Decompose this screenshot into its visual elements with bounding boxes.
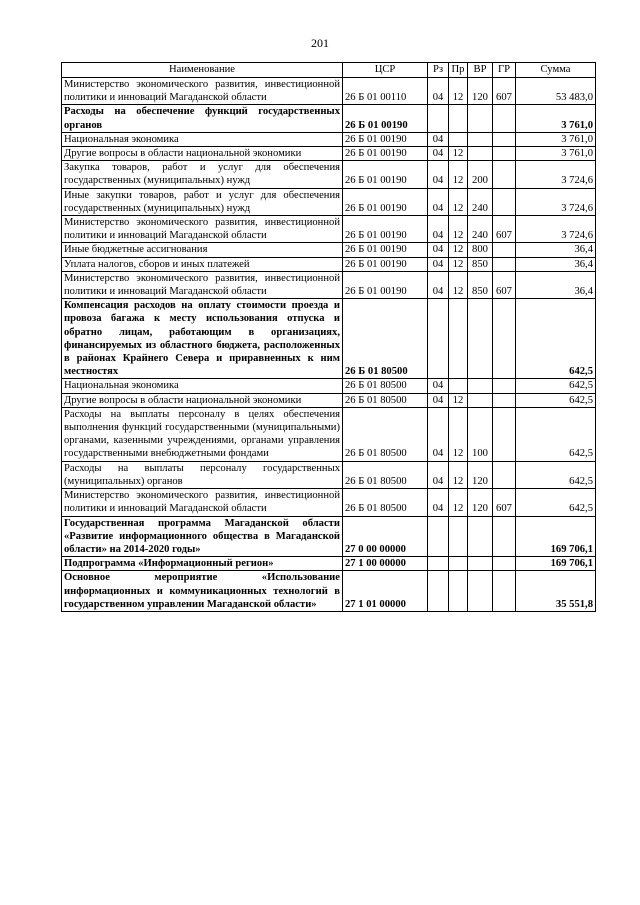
table-row xyxy=(62,216,596,243)
cell-sum: 642,5 xyxy=(516,299,596,379)
cell-vr xyxy=(468,379,493,393)
cell-name: Другие вопросы в области национальной экономики xyxy=(62,147,343,161)
cell-sum: 642,5 xyxy=(516,489,596,516)
cell-gr xyxy=(493,393,516,407)
cell-vr: 850 xyxy=(468,271,493,298)
cell-sum: 36,4 xyxy=(516,243,596,257)
cell-pr xyxy=(449,379,468,393)
cell-sum: 3 761,0 xyxy=(516,105,596,132)
cell-csr: 26 Б 01 80500 xyxy=(343,393,428,407)
cell-vr: 200 xyxy=(468,161,493,188)
cell-pr: 12 xyxy=(449,78,468,105)
cell-vr: 800 xyxy=(468,243,493,257)
cell-csr: 26 Б 01 80500 xyxy=(343,379,428,393)
cell-pr xyxy=(449,571,468,612)
cell-pr: 12 xyxy=(449,489,468,516)
cell-rz: 04 xyxy=(428,489,449,516)
cell-sum: 642,5 xyxy=(516,461,596,488)
cell-pr xyxy=(449,557,468,571)
cell-csr: 27 1 00 00000 xyxy=(343,557,428,571)
cell-rz: 04 xyxy=(428,161,449,188)
cell-name: Основное мероприятие «Использование информационных и коммуникационных технологий в государственном управлении Магаданской области» xyxy=(62,571,343,612)
cell-name: Уплата налогов, сборов и иных платежей xyxy=(62,257,343,271)
cell-pr xyxy=(449,105,468,132)
cell-rz: 04 xyxy=(428,132,449,146)
cell-pr: 12 xyxy=(449,243,468,257)
budget-table xyxy=(61,62,596,612)
cell-vr: 240 xyxy=(468,188,493,215)
cell-gr xyxy=(493,571,516,612)
cell-csr: 26 Б 01 00190 xyxy=(343,188,428,215)
cell-pr: 12 xyxy=(449,271,468,298)
cell-rz xyxy=(428,299,449,379)
cell-pr: 12 xyxy=(449,407,468,461)
cell-csr: 26 Б 01 00190 xyxy=(343,132,428,146)
cell-rz: 04 xyxy=(428,78,449,105)
cell-vr xyxy=(468,557,493,571)
cell-name: Закупка товаров, работ и услуг для обеспечения государственных (муниципальных) нужд xyxy=(62,161,343,188)
cell-csr: 26 Б 01 00190 xyxy=(343,105,428,132)
cell-csr: 26 Б 01 00110 xyxy=(343,78,428,105)
cell-gr: 607 xyxy=(493,78,516,105)
cell-pr xyxy=(449,299,468,379)
cell-vr: 120 xyxy=(468,489,493,516)
cell-rz: 04 xyxy=(428,216,449,243)
table-row xyxy=(62,271,596,298)
cell-csr: 26 Б 01 00190 xyxy=(343,216,428,243)
cell-csr: 26 Б 01 00190 xyxy=(343,243,428,257)
cell-name: Другие вопросы в области национальной экономики xyxy=(62,393,343,407)
cell-pr xyxy=(449,516,468,557)
cell-gr xyxy=(493,161,516,188)
cell-gr: 607 xyxy=(493,216,516,243)
cell-csr: 26 Б 01 00190 xyxy=(343,147,428,161)
header-gr: ГР xyxy=(493,63,516,78)
cell-vr: 100 xyxy=(468,407,493,461)
table-row xyxy=(62,243,596,257)
header-name: Наименование xyxy=(62,63,343,78)
header-csr: ЦСР xyxy=(343,63,428,78)
cell-sum: 642,5 xyxy=(516,407,596,461)
cell-name: Подпрограмма «Информационный регион» xyxy=(62,557,343,571)
table-row xyxy=(62,393,596,407)
cell-sum: 36,4 xyxy=(516,257,596,271)
cell-sum: 3 724,6 xyxy=(516,161,596,188)
table-row xyxy=(62,571,596,612)
table-row xyxy=(62,379,596,393)
cell-pr: 12 xyxy=(449,257,468,271)
cell-name: Компенсация расходов на оплату стоимости проезда и провоза багажа к месту использования отпуска и обратно лицам, работающим в организациях, финансируемых из областного бюджета, расположенных в районах Крайнего Севера и приравненных к ним местностях xyxy=(62,299,343,379)
cell-name: Расходы на выплаты персоналу в целях обеспечения выполнения функций государственными (муниципальными) органами, казенными учреждениями, органами управления государственными внебюджетными фондами xyxy=(62,407,343,461)
table-body xyxy=(62,78,596,612)
page-number: 201 xyxy=(311,36,329,50)
cell-pr: 12 xyxy=(449,161,468,188)
cell-gr xyxy=(493,105,516,132)
cell-gr xyxy=(493,299,516,379)
table-row xyxy=(62,188,596,215)
cell-csr: 26 Б 01 80500 xyxy=(343,461,428,488)
cell-name: Национальная экономика xyxy=(62,379,343,393)
cell-rz: 04 xyxy=(428,147,449,161)
cell-sum: 169 706,1 xyxy=(516,516,596,557)
cell-vr: 120 xyxy=(468,461,493,488)
table-row xyxy=(62,147,596,161)
cell-vr xyxy=(468,132,493,146)
cell-rz xyxy=(428,516,449,557)
cell-name: Иные бюджетные ассигнования xyxy=(62,243,343,257)
cell-gr xyxy=(493,557,516,571)
cell-sum: 3 761,0 xyxy=(516,147,596,161)
cell-sum: 3 724,6 xyxy=(516,216,596,243)
cell-gr xyxy=(493,147,516,161)
cell-csr: 26 Б 01 80500 xyxy=(343,407,428,461)
cell-csr: 26 Б 01 00190 xyxy=(343,257,428,271)
cell-vr xyxy=(468,299,493,379)
cell-name: Расходы на обеспечение функций государственных органов xyxy=(62,105,343,132)
cell-vr xyxy=(468,516,493,557)
header-sum: Сумма xyxy=(516,63,596,78)
cell-gr: 607 xyxy=(493,489,516,516)
cell-pr: 12 xyxy=(449,188,468,215)
cell-rz xyxy=(428,105,449,132)
table-row xyxy=(62,132,596,146)
cell-vr: 240 xyxy=(468,216,493,243)
cell-vr xyxy=(468,147,493,161)
cell-name: Иные закупки товаров, работ и услуг для обеспечения государственных (муниципальных) нужд xyxy=(62,188,343,215)
cell-gr xyxy=(493,407,516,461)
cell-csr: 27 1 01 00000 xyxy=(343,571,428,612)
cell-gr xyxy=(493,257,516,271)
table-row xyxy=(62,516,596,557)
cell-gr xyxy=(493,188,516,215)
cell-pr xyxy=(449,132,468,146)
table-row xyxy=(62,257,596,271)
table-row xyxy=(62,299,596,379)
cell-rz xyxy=(428,557,449,571)
cell-csr: 27 0 00 00000 xyxy=(343,516,428,557)
table-header-row xyxy=(62,63,596,78)
cell-gr xyxy=(493,379,516,393)
cell-pr: 12 xyxy=(449,393,468,407)
header-vr: ВР xyxy=(468,63,493,78)
cell-pr: 12 xyxy=(449,216,468,243)
cell-sum: 642,5 xyxy=(516,393,596,407)
cell-rz: 04 xyxy=(428,393,449,407)
cell-vr xyxy=(468,571,493,612)
cell-gr: 607 xyxy=(493,271,516,298)
cell-sum: 3 724,6 xyxy=(516,188,596,215)
table-row xyxy=(62,78,596,105)
table-row xyxy=(62,557,596,571)
cell-vr xyxy=(468,393,493,407)
cell-pr: 12 xyxy=(449,461,468,488)
cell-name: Национальная экономика xyxy=(62,132,343,146)
cell-csr: 26 Б 01 00190 xyxy=(343,161,428,188)
cell-sum: 169 706,1 xyxy=(516,557,596,571)
cell-sum: 3 761,0 xyxy=(516,132,596,146)
header-pr: Пр xyxy=(449,63,468,78)
cell-pr: 12 xyxy=(449,147,468,161)
cell-gr xyxy=(493,243,516,257)
cell-rz: 04 xyxy=(428,257,449,271)
cell-gr xyxy=(493,516,516,557)
table-row xyxy=(62,461,596,488)
cell-csr: 26 Б 01 00190 xyxy=(343,271,428,298)
cell-name: Министерство экономического развития, инвестиционной политики и инноваций Магаданской области xyxy=(62,216,343,243)
cell-sum: 642,5 xyxy=(516,379,596,393)
table-row xyxy=(62,407,596,461)
cell-name: Государственная программа Магаданской области «Развитие информационного общества в Магаданской области» на 2014-2020 годы» xyxy=(62,516,343,557)
cell-gr xyxy=(493,132,516,146)
cell-rz: 04 xyxy=(428,379,449,393)
cell-rz: 04 xyxy=(428,461,449,488)
cell-gr xyxy=(493,461,516,488)
header-rz: Рз xyxy=(428,63,449,78)
cell-vr: 120 xyxy=(468,78,493,105)
cell-rz: 04 xyxy=(428,188,449,215)
cell-csr: 26 Б 01 80500 xyxy=(343,489,428,516)
cell-name: Министерство экономического развития, инвестиционной политики и инноваций Магаданской области xyxy=(62,271,343,298)
cell-vr: 850 xyxy=(468,257,493,271)
table-row xyxy=(62,105,596,132)
cell-name: Расходы на выплаты персоналу государственных (муниципальных) органов xyxy=(62,461,343,488)
cell-rz: 04 xyxy=(428,407,449,461)
cell-sum: 36,4 xyxy=(516,271,596,298)
cell-csr: 26 Б 01 80500 xyxy=(343,299,428,379)
cell-name: Министерство экономического развития, инвестиционной политики и инноваций Магаданской области xyxy=(62,489,343,516)
table-row xyxy=(62,489,596,516)
cell-vr xyxy=(468,105,493,132)
cell-sum: 35 551,8 xyxy=(516,571,596,612)
cell-rz xyxy=(428,571,449,612)
cell-sum: 53 483,0 xyxy=(516,78,596,105)
cell-name: Министерство экономического развития, инвестиционной политики и инноваций Магаданской области xyxy=(62,78,343,105)
table-row xyxy=(62,161,596,188)
cell-rz: 04 xyxy=(428,271,449,298)
cell-rz: 04 xyxy=(428,243,449,257)
